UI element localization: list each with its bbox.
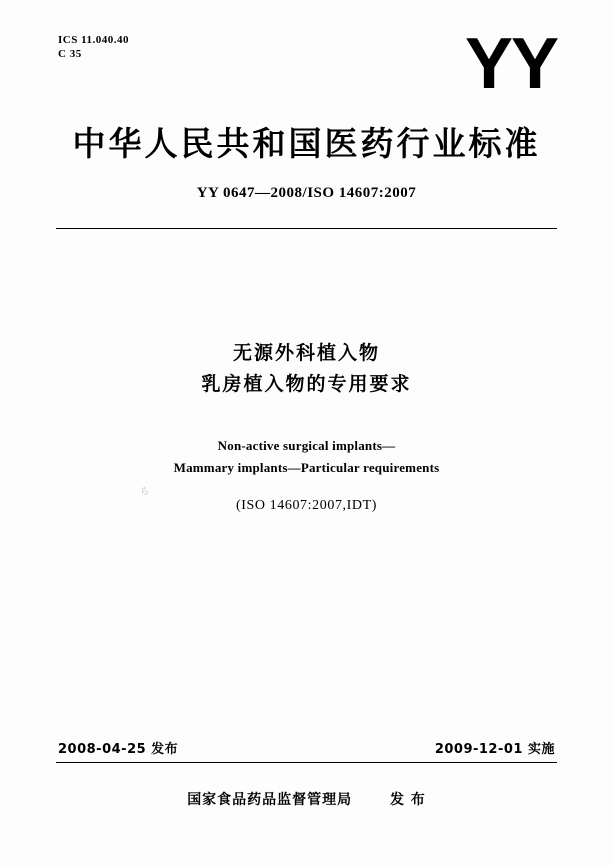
issue-date: 2008-04-25 发布	[58, 742, 179, 757]
ics-code: ICS 11.040.40	[58, 34, 129, 46]
document-title-english	[0, 435, 613, 479]
document-title-line-2: 乳房植入物的专用要求	[201, 373, 412, 395]
document-title-en-line-2: Mammary implants—Particular requirements	[173, 460, 440, 475]
document-title	[0, 338, 613, 400]
implementation-date: 2009-12-01 实施	[434, 742, 555, 757]
ics-classification	[58, 33, 129, 61]
yy-logo: YY	[464, 24, 557, 104]
date-row	[58, 738, 555, 757]
iso-reference: (ISO 14607:2007,IDT)	[235, 498, 378, 513]
header-divider	[56, 228, 557, 229]
issuing-authority	[0, 789, 613, 809]
standard-organization-title: 中华人民共和国医药行业标准	[72, 124, 541, 163]
document-title-line-1: 无源外科植入物	[232, 342, 380, 364]
ccs-code: C 35	[58, 48, 82, 60]
issuing-authority-name: 国家食品药品监督管理局	[187, 792, 353, 808]
footer-divider	[56, 762, 557, 763]
stray-pencil-mark: ら	[140, 486, 150, 496]
standard-number: YY 0647—2008/ISO 14607:2007	[196, 185, 417, 201]
issuing-authority-suffix: 发 布	[389, 792, 426, 808]
document-title-en-line-1: Non-active surgical implants—	[217, 438, 396, 453]
